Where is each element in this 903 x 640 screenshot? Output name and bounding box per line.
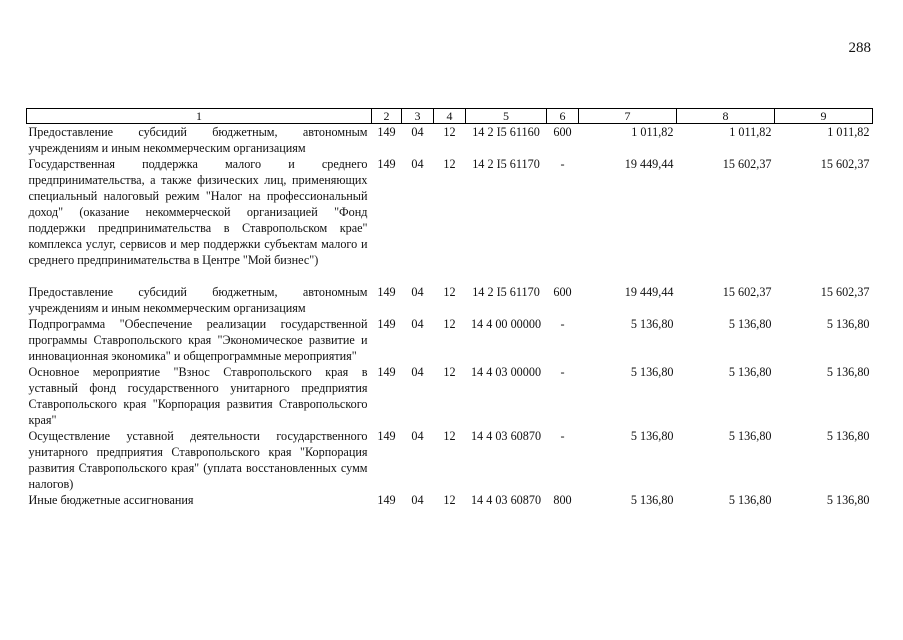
subsection-code: 12 <box>443 493 456 507</box>
row-name: Подпрограмма "Обеспечение реализации государственной программы Ставропольского края "Экономическое развитие и инновационная экономика" и общепрограммные мероприятия" <box>28 317 368 363</box>
expense-type-code: 600 <box>553 285 572 299</box>
section-code: 04 <box>411 493 424 507</box>
amount-col7: 5 136,80 <box>630 429 674 443</box>
ministry-code: 149 <box>377 157 396 171</box>
row-name: Иные бюджетные ассигнования <box>28 493 194 507</box>
expense-type-code: - <box>560 317 565 331</box>
row-name: Государственная поддержка малого и среднего предпринимательства, а также физических лиц, применяющих специальный налоговый режим "Налог на профессиональный доход" (оказание некоммерческой организацией "Фонд поддержки предпринимательства в Ставропольском крае" комплекса услуг, сервисов и мер поддержки субъектам малого и среднего предпринимательства в Центре "Мой бизнес") <box>28 157 368 267</box>
column-numbers-header <box>27 109 873 124</box>
column-header: 6 <box>547 109 579 124</box>
amount-col7: 5 136,80 <box>630 365 674 379</box>
table-row <box>27 316 873 364</box>
section-code: 04 <box>411 365 424 379</box>
target-article-code: 14 4 03 00000 <box>470 365 542 379</box>
column-header: 8 <box>677 109 775 124</box>
amount-col9: 1 011,82 <box>827 125 870 139</box>
amount-col7: 5 136,80 <box>630 317 674 331</box>
amount-col8: 5 136,80 <box>728 317 772 331</box>
amount-col8: 5 136,80 <box>728 493 772 507</box>
page-number: 288 <box>848 40 871 56</box>
expense-type-code: 800 <box>553 493 572 507</box>
amount-col8: 1 011,82 <box>729 125 772 139</box>
row-name: Основное мероприятие "Взнос Ставропольского края в уставный фонд государственного унитарного предприятия Ставропольского края "Корпорация развития Ставропольского края" <box>28 365 368 427</box>
section-code: 04 <box>411 429 424 443</box>
table-row <box>27 124 873 157</box>
amount-col9: 5 136,80 <box>826 317 870 331</box>
target-article-code: 14 4 03 60870 <box>470 429 542 443</box>
row-name: Осуществление уставной деятельности государственного унитарного предприятия Ставропольского края "Корпорация развития Ставропольского края" (уплата восстановленных сумм налогов) <box>28 429 368 491</box>
amount-col9: 15 602,37 <box>820 157 870 171</box>
amount-col9: 5 136,80 <box>826 365 870 379</box>
subsection-code: 12 <box>443 317 456 331</box>
target-article-code: 14 2 I5 61170 <box>472 285 540 299</box>
amount-col8: 15 602,37 <box>722 285 772 299</box>
amount-col9: 5 136,80 <box>826 429 870 443</box>
expense-type-code: 600 <box>553 125 572 139</box>
amount-col8: 5 136,80 <box>728 429 772 443</box>
amount-col7: 1 011,82 <box>631 125 674 139</box>
ministry-code: 149 <box>377 317 396 331</box>
ministry-code: 149 <box>377 125 396 139</box>
amount-col9: 15 602,37 <box>820 285 870 299</box>
column-header: 1 <box>27 109 372 124</box>
column-header: 5 <box>466 109 547 124</box>
row-name: Предоставление субсидий бюджетным, автономным учреждениям и иным некоммерческим организациям <box>28 125 368 155</box>
table-row <box>27 156 873 284</box>
subsection-code: 12 <box>443 285 456 299</box>
section-code: 04 <box>411 285 424 299</box>
column-header: 3 <box>402 109 434 124</box>
subsection-code: 12 <box>443 125 456 139</box>
amount-col7: 19 449,44 <box>624 157 674 171</box>
amount-col9: 5 136,80 <box>826 493 870 507</box>
section-code: 04 <box>411 125 424 139</box>
ministry-code: 149 <box>377 285 396 299</box>
amount-col7: 19 449,44 <box>624 285 674 299</box>
target-article-code: 14 2 I5 61160 <box>472 125 540 139</box>
column-header: 7 <box>579 109 677 124</box>
target-article-code: 14 2 I5 61170 <box>472 157 540 171</box>
target-article-code: 14 4 03 60870 <box>470 493 542 507</box>
section-code: 04 <box>411 157 424 171</box>
subsection-code: 12 <box>443 429 456 443</box>
table-row <box>27 364 873 428</box>
expense-type-code: - <box>560 157 565 171</box>
column-header: 4 <box>434 109 466 124</box>
budget-table <box>26 108 873 508</box>
ministry-code: 149 <box>377 365 396 379</box>
table-row <box>27 428 873 492</box>
amount-col7: 5 136,80 <box>630 493 674 507</box>
ministry-code: 149 <box>377 429 396 443</box>
subsection-code: 12 <box>443 365 456 379</box>
ministry-code: 149 <box>377 493 396 507</box>
table-row <box>27 492 873 508</box>
column-header: 2 <box>372 109 402 124</box>
amount-col8: 15 602,37 <box>722 157 772 171</box>
expense-type-code: - <box>560 429 565 443</box>
expense-type-code: - <box>560 365 565 379</box>
subsection-code: 12 <box>443 157 456 171</box>
section-code: 04 <box>411 317 424 331</box>
column-header: 9 <box>775 109 873 124</box>
table-row <box>27 284 873 316</box>
row-name: Предоставление субсидий бюджетным, автономным учреждениям и иным некоммерческим организациям <box>28 285 368 315</box>
target-article-code: 14 4 00 00000 <box>470 317 542 331</box>
amount-col8: 5 136,80 <box>728 365 772 379</box>
